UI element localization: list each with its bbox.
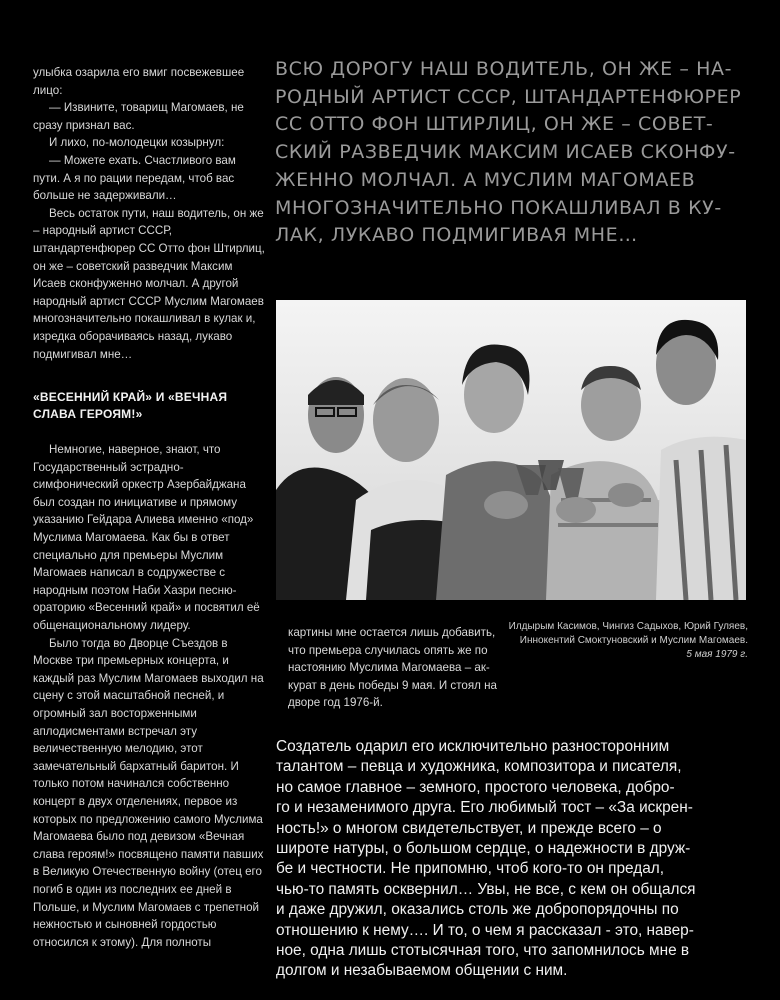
paragraph: улыбка озарила его вмиг посвежевшее лицо: — [33, 66, 245, 97]
caption-line: Иннокентий Смоктуновский и Муслим Магомаев. — [519, 635, 748, 646]
text-line: что премьера случилась опять же по — [288, 643, 488, 657]
left-column — [33, 64, 265, 951]
highlight-paragraph — [276, 737, 746, 982]
pull-quote-line: РОДНЫЙ АРТИСТ СССР, ШТАНДАРТЕНФЮРЕР — [275, 85, 742, 108]
pull-quote-line: ЛАК, ЛУКАВО ПОДМИГИВАЯ МНЕ… — [275, 224, 638, 247]
text-line: отношению к нему…. И то, о чем я рассказал - это, навер- — [276, 921, 694, 939]
text-line: но самое главное – земного, простого человека, добро- — [276, 778, 675, 796]
paragraph: — Извините, товарищ Магомаев, не сразу признал вас. — [33, 101, 244, 132]
text-line: настоянию Муслима Магомаева – ак- — [288, 661, 490, 675]
pull-quote-line: СС ОТТО ФОН ШТИРЛИЦ, ОН ЖЕ – СОВЕТ- — [275, 113, 714, 136]
text-line: широте натуры, о большом сердце, о надежности в друж- — [276, 840, 691, 858]
section-heading: «ВЕСЕННИЙ КРАЙ» И «ВЕЧНАЯ СЛАВА ГЕРОЯМ!» — [33, 390, 228, 422]
pull-quote-line: ВСЮ ДОРОГУ НАШ ВОДИТЕЛЬ, ОН ЖЕ – НА- — [275, 58, 733, 80]
caption-date: 5 мая 1979 г. — [686, 649, 748, 660]
text-line: бе и честности. Не припомню, чтоб кого-то он предал, — [276, 860, 665, 878]
pull-quote-line: СКИЙ РАЗВЕДЧИК МАКСИМ ИСАЕВ СКОНФУ- — [275, 141, 736, 164]
text-line: дворе год 1976-й. — [288, 696, 383, 710]
paragraph: Немногие, наверное, знают, что Государственный эстрадно-симфонический оркестр Азербайджана был создан по инициативе и прямому указанию Гейдара Алиева именно «под» Муслима Магомаева. Как бы в ответ специально для премьеры Муслим Магомаев написал в содружестве с народным поэтом Наби Хазри песню-ораторию «Весенний край» и посвятил её общенациональному лидеру. — [33, 443, 260, 633]
group-toast-photo-icon — [276, 300, 746, 600]
paragraph: — Можете ехать. Счастливого вам пути. А я по рации передам, чтоб вас больше не задерживали… — [33, 153, 236, 203]
pull-quote-line: ЖЕННО МОЛЧАЛ. А МУСЛИМ МАГОМАЕВ — [275, 168, 696, 191]
text-line: Создатель одарил его исключительно разносторонним — [276, 738, 670, 755]
text-line: чью-то память осквернил… Увы, не все, с кем он общался — [276, 880, 696, 898]
paragraph: Весь остаток пути, наш водитель, он же – народный артист СССР, штандартенфюрер СС Отто фон Штирлиц, он же – советский разведчик Максим Исаев сконфуженно молчал. А другой народный артист СССР Муслим Магомаев многозначительно покашливал в кулак и, изредка оборачиваясь назад, лукаво подмигивал мне… — [33, 206, 265, 361]
caption-line: Илдырым Касимов, Чингиз Садыхов, Юрий Гуляев, — [508, 621, 748, 632]
text-line: го и незаменимого друга. Его любимый тост – «За искрен- — [276, 799, 693, 817]
text-line: талантом – певца и художника, композитора и писателя, — [276, 758, 682, 776]
paragraph: И лихо, по-молодецки козырнул: — [49, 136, 225, 150]
text-line: ность!» о многом свидетельствует, и прежде всего – о — [276, 819, 662, 837]
text-line: курат в день победы 9 мая. И стоял на — [288, 678, 497, 692]
text-line: и даже дружил, оказались столь же добропорядочны по — [276, 901, 679, 919]
pull-quote-line: МНОГОЗНАЧИТЕЛЬНО ПОКАШЛИВАЛ В КУ- — [275, 196, 722, 219]
continuation-text — [288, 624, 497, 712]
photo-caption — [486, 620, 748, 662]
text-line: ное, одна лишь стотысячная того, что запомнилось мне в — [276, 942, 690, 960]
text-line: долгом и незабываемом общении с ним. — [276, 962, 568, 980]
text-line: картины мне остается лишь добавить, — [288, 626, 496, 639]
pull-quote — [275, 56, 745, 250]
group-photo — [276, 300, 746, 600]
paragraph: Было тогда во Дворце Съездов в Москве три премьерных концерта, и каждый раз Муслим Магомаев выходил на сцену с этой масштабной песней, и огромный зал восторженными аплодисментами встречал эту величественную мелодию, этот замечательный бархатный баритон. И только потом начинался собственно концерт в двух отделениях, первое из которых по предложению самого Муслима Магомаева было под девизом «Вечная слава героям!» посвящено памяти павших в Великую Отечественную войну (отец его погиб в один из последних ее дней в Польше, и Муслим Магомаев с трепетной нежностью и сыновней гордостью относился к этому). Для полноты — [33, 636, 264, 949]
